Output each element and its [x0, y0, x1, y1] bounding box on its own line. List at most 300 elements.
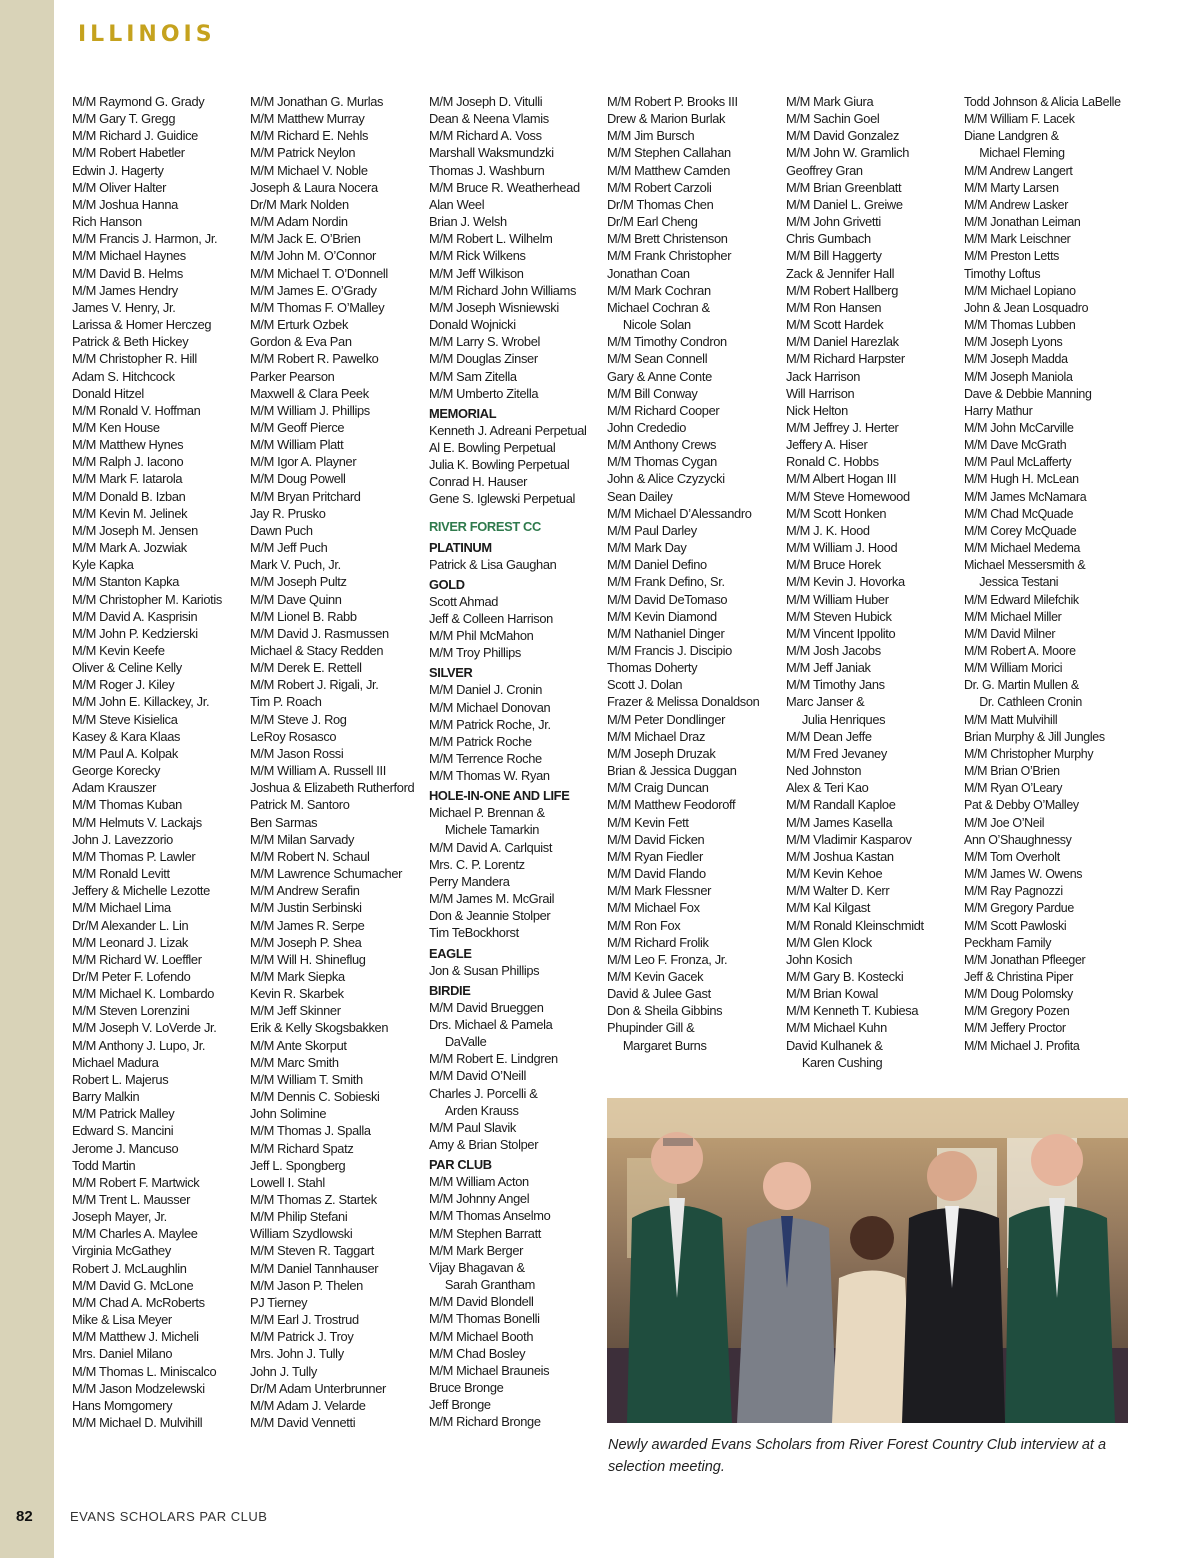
- donor-name: M/M Milan Sarvady: [250, 831, 355, 847]
- donor-name: M/M Ronald Kleinschmidt: [786, 917, 924, 933]
- donor-name: John & Jean Losquadro: [964, 299, 1089, 315]
- donor-name: M/M Craig Duncan: [607, 780, 709, 796]
- donor-name: M/M Kevin M. Jelinek: [72, 505, 188, 521]
- donor-name: M/M Thomas Lubben: [964, 317, 1076, 333]
- donor-name: M/M Richard Spatz: [250, 1140, 354, 1156]
- donor-name: M/M Jason P. Thelen: [250, 1277, 363, 1293]
- donor-name: Jeff L. Spongberg: [250, 1157, 346, 1173]
- donor-name: M/M Will H. Shineflug: [250, 951, 366, 967]
- donor-name: Adam S. Hitchcock: [72, 368, 175, 384]
- donor-name: M/M Steven Hubick: [786, 608, 892, 624]
- donor-name: M/M Christopher Murphy: [964, 745, 1094, 761]
- donor-name: M/M Mark Giura: [786, 94, 874, 109]
- donor-name: Jeffery & Michelle Lezotte: [72, 883, 210, 899]
- donor-name: M/M Randall Kaploe: [786, 797, 896, 813]
- donor-name: Jeff Bronge: [429, 1397, 491, 1413]
- donor-name: M/M Thomas J. Spalla: [250, 1123, 371, 1139]
- donor-name: John Solimine: [250, 1106, 327, 1122]
- donor-name: M/M Bill Conway: [607, 385, 698, 401]
- donor-name: M/M Thomas Kuban: [72, 797, 182, 813]
- donor-name: Conrad H. Hauser: [429, 474, 528, 490]
- donor-name: Michael Madura: [72, 1054, 159, 1070]
- donor-name: Ronald C. Hobbs: [786, 454, 879, 470]
- donor-name: M/M Paul Slavik: [429, 1119, 516, 1135]
- donor-name: John Kosich: [786, 951, 853, 967]
- donor-name: M/M Richard W. Loeffler: [72, 951, 202, 967]
- group-photo: [607, 1098, 1128, 1423]
- donor-name: Brian Murphy & Jill Jungles: [964, 728, 1105, 744]
- donor-name: David Kulhanek &: [786, 1037, 883, 1053]
- donor-name: M/M Steve Homewood: [786, 488, 910, 504]
- donor-name: Scott J. Dolan: [607, 677, 683, 693]
- donor-name: Jack Harrison: [786, 368, 861, 384]
- donor-name: M/M Larry S. Wrobel: [429, 334, 541, 350]
- donor-name: M/M Michael V. Noble: [250, 162, 368, 178]
- donor-name: Larissa & Homer Herczeg: [72, 317, 212, 333]
- donor-name: John Crededio: [607, 419, 687, 435]
- donor-name: M/M William A. Russell III: [250, 763, 386, 779]
- donor-name: M/M Leonard J. Lizak: [72, 934, 188, 950]
- donor-name: M/M Jeffery Proctor: [964, 1020, 1066, 1036]
- donor-name: M/M Walter D. Kerr: [786, 883, 890, 899]
- donor-name: M/M William Acton: [429, 1174, 529, 1190]
- donor-name: M/M Steven Lorenzini: [72, 1003, 190, 1019]
- donor-name: M/M Mark Day: [607, 540, 687, 556]
- donor-name: M/M David G. McLone: [72, 1277, 194, 1293]
- donor-name: M/M Michael Brauneis: [429, 1362, 550, 1378]
- donor-name: M/M Matt Mulvihill: [964, 711, 1058, 727]
- donor-name: M/M Gary T. Gregg: [72, 111, 176, 127]
- donor-name: M/M David Gonzalez: [786, 128, 900, 144]
- donor-name: M/M Thomas P. Lawler: [72, 848, 196, 864]
- donor-name: M/M David Vennetti: [250, 1415, 356, 1431]
- donor-name: M/M Terrence Roche: [429, 751, 542, 766]
- donor-name: M/M Christopher M. Kariotis: [72, 591, 222, 607]
- donor-name: M/M Christopher R. Hill: [72, 351, 197, 367]
- donor-name: M/M Michael Medema: [964, 540, 1081, 556]
- donor-name: M/M Joseph V. LoVerde Jr.: [72, 1020, 217, 1036]
- donor-name: M/M Tom Overholt: [964, 848, 1060, 864]
- donor-name: M/M Michael Haynes: [72, 248, 186, 264]
- donor-name: M/M Thomas Bonelli: [429, 1311, 540, 1327]
- donor-name: M/M Anthony J. Lupo, Jr.: [72, 1037, 206, 1053]
- donor-name: Amy & Brian Stolper: [429, 1136, 539, 1152]
- donor-name: Maxwell & Clara Peek: [250, 385, 369, 401]
- donor-name: M/M Fred Jevaney: [786, 745, 887, 761]
- donor-name: Jeff & Christina Piper: [964, 968, 1074, 984]
- donor-name: M/M Robert P. Brooks III: [607, 94, 738, 109]
- donor-column-6: [964, 93, 1134, 1054]
- left-margin-strip: [0, 0, 54, 1558]
- donor-name: M/M David Milner: [964, 625, 1056, 641]
- donor-name: Dr/M Peter F. Lofendo: [72, 968, 191, 984]
- donor-name: M/M Umberto Zitella: [429, 385, 539, 401]
- donor-name: Jeff & Colleen Harrison: [429, 610, 553, 626]
- donor-name: Dean & Neena Vlamis: [429, 111, 549, 127]
- photo-caption: Newly awarded Evans Scholars from River Forest Country Club interview at a selection meeting.: [608, 1437, 1107, 1475]
- donor-name: M/M Oliver Halter: [72, 179, 167, 195]
- donor-name: M/M Mark Siepka: [250, 968, 345, 984]
- donor-name: Patrick M. Santoro: [250, 797, 350, 813]
- donor-name-continued: Sarah Grantham: [444, 1277, 536, 1293]
- donor-name: Jay R. Prusko: [250, 505, 326, 521]
- donor-name: Donald Wojnicki: [429, 317, 516, 333]
- donor-name: Brian J. Welsh: [429, 214, 507, 230]
- donor-name: M/M Peter Dondlinger: [607, 711, 726, 727]
- donor-name: M/M Scott Honken: [786, 505, 887, 521]
- donor-name: Oliver & Celine Kelly: [72, 660, 182, 676]
- donor-name: Rich Hanson: [72, 214, 142, 230]
- donor-name: Donald Hitzel: [72, 385, 144, 401]
- donor-name: Dave & Debbie Manning: [964, 385, 1092, 401]
- donor-name: M/M William Morici: [964, 660, 1063, 676]
- donor-name: M/M Adam Nordin: [250, 214, 348, 230]
- donor-name: M/M Vladimir Kasparov: [786, 831, 912, 847]
- donor-name: M/M Jeff Skinner: [250, 1003, 341, 1019]
- donor-name: Timothy Loftus: [964, 265, 1041, 281]
- donor-name: M/M Dennis C. Sobieski: [250, 1089, 380, 1105]
- donor-name: M/M Jeff Wilkison: [429, 265, 524, 281]
- donor-name: Frazer & Melissa Donaldson: [607, 694, 760, 710]
- donor-name: Geoffrey Gran: [786, 162, 863, 178]
- donor-name: M/M Paul McLafferty: [964, 454, 1072, 470]
- donor-name: M/M Ron Fox: [607, 917, 681, 933]
- donor-name: M/M Patrick Neylon: [250, 145, 356, 161]
- donor-name: Harry Mathur: [964, 402, 1033, 418]
- donor-name: Drew & Marion Burlak: [607, 111, 726, 127]
- donor-name: M/M Frank Defino, Sr.: [607, 574, 725, 590]
- donor-name: M/M Frank Christopher: [607, 248, 732, 264]
- donor-name: Alan Weel: [429, 196, 485, 212]
- donor-name: M/M Roger J. Kiley: [72, 677, 175, 693]
- donor-name: M/M Phil McMahon: [429, 628, 534, 644]
- donor-name: M/M William J. Hood: [786, 540, 898, 556]
- donor-name: M/M Robert R. Pawelko: [250, 351, 379, 367]
- donor-name: M/M Ante Skorput: [250, 1037, 347, 1053]
- donor-name: Mrs. Daniel Milano: [72, 1346, 173, 1362]
- donor-name: Sean Dailey: [607, 488, 673, 504]
- donor-name: Ben Sarmas: [250, 814, 318, 830]
- donor-name: M/M Michael D. Mulvihill: [72, 1415, 203, 1431]
- donor-name: M/M Michael K. Lombardo: [72, 986, 215, 1002]
- donor-name: M/M Matthew J. Micheli: [72, 1329, 199, 1345]
- donor-name: M/M William T. Smith: [250, 1071, 363, 1087]
- donor-name: Kenneth J. Adreani Perpetual: [429, 422, 587, 438]
- donor-name: M/M Trent L. Mausser: [72, 1192, 191, 1207]
- donor-name-continued: Julia Henriques: [801, 711, 886, 727]
- donor-name: M/M Brian Greenblatt: [786, 179, 902, 195]
- donor-name: M/M John Grivetti: [786, 214, 881, 230]
- donor-name: M/M James E. O’Grady: [250, 282, 377, 298]
- donor-name: M/M Doug Polomsky: [964, 986, 1073, 1002]
- donor-name: M/M Kevin Keefe: [72, 643, 165, 658]
- donor-name: M/M Dean Jeffe: [786, 728, 872, 744]
- donor-name-continued: Nicole Solan: [622, 317, 691, 333]
- donor-name: M/M Helmuts V. Lackajs: [72, 814, 202, 830]
- donor-name: Michael P. Brennan &: [429, 805, 545, 821]
- donor-name: Michael Cochran &: [607, 299, 710, 315]
- donor-name: M/M Kevin Gacek: [607, 968, 704, 984]
- donor-name: M/M Joseph Madda: [964, 351, 1068, 367]
- donor-name: M/M Patrick Roche, Jr.: [429, 716, 551, 732]
- donor-name: M/M Joseph Maniola: [964, 368, 1073, 384]
- donor-name: M/M Robert F. Martwick: [72, 1174, 200, 1190]
- donor-name: M/M Ronald Levitt: [72, 866, 170, 882]
- donor-name: Virginia McGathey: [72, 1243, 171, 1259]
- donor-column-2: [250, 93, 426, 1431]
- donor-name: M/M Marty Larsen: [964, 179, 1059, 195]
- donor-name: M/M James R. Serpe: [250, 917, 365, 933]
- donor-name: Kasey & Kara Klaas: [72, 728, 181, 744]
- donor-name: M/M Stanton Kapka: [72, 574, 180, 590]
- donor-name: M/M Philip Stefani: [250, 1209, 348, 1225]
- donor-name: M/M Timothy Jans: [786, 677, 885, 693]
- section-heading: PAR CLUB: [429, 1157, 492, 1173]
- section-heading: GOLD: [429, 576, 465, 592]
- donor-name: Dr/M Mark Nolden: [250, 196, 349, 212]
- donor-name: Mark V. Puch, Jr.: [250, 557, 341, 573]
- donor-name: Joseph Mayer, Jr.: [72, 1209, 167, 1225]
- donor-name: Todd Martin: [72, 1157, 136, 1173]
- donor-name: M/M Richard John Williams: [429, 282, 577, 298]
- donor-name: Jerome J. Mancuso: [72, 1140, 179, 1156]
- donor-name: M/M Robert J. Rigali, Jr.: [250, 677, 379, 693]
- donor-name: M/M Jason Rossi: [250, 745, 344, 761]
- donor-name: M/M Patrick J. Troy: [250, 1329, 354, 1345]
- donor-name: M/M Mark Cochran: [607, 282, 711, 298]
- donor-name: M/M Rick Wilkens: [429, 248, 526, 264]
- section-heading: MEMORIAL: [429, 405, 497, 421]
- donor-name: M/M John W. Gramlich: [786, 145, 910, 161]
- donor-name: M/M Chad Bosley: [429, 1345, 526, 1361]
- donor-name: M/M Francis J. Harmon, Jr.: [72, 231, 218, 247]
- donor-name: M/M James M. McGrail: [429, 891, 555, 907]
- donor-name: M/M Scott Hardek: [786, 317, 884, 333]
- donor-name: Gary & Anne Conte: [607, 368, 712, 384]
- donor-name: M/M Matthew Murray: [250, 111, 365, 127]
- donor-name-continued: Arden Krauss: [444, 1102, 519, 1118]
- donor-name: Ann O’Shaughnessy: [964, 831, 1072, 847]
- donor-name: M/M Michael Fox: [607, 900, 700, 916]
- donor-name: Dr. G. Martin Mullen &: [964, 677, 1079, 693]
- donor-name: M/M Ryan Fiedler: [607, 848, 703, 864]
- donor-name: M/M Joseph Wisniewski: [429, 299, 559, 315]
- donor-name: Phupinder Gill &: [607, 1020, 695, 1036]
- donor-name: M/M Joshua Hanna: [72, 196, 178, 212]
- donor-name: M/M Thomas Z. Startek: [250, 1192, 377, 1207]
- donor-name: M/M Jonathan Pfleeger: [964, 951, 1086, 967]
- donor-name: M/M Mark A. Jozwiak: [72, 540, 187, 556]
- donor-name: Hans Momgomery: [72, 1397, 173, 1413]
- donor-name: M/M Steven R. Taggart: [250, 1243, 374, 1259]
- donor-name: Marc Janser &: [786, 694, 865, 710]
- donor-name: M/M Scott Pawloski: [964, 917, 1067, 933]
- donor-name: Michael Messersmith &: [964, 557, 1086, 573]
- donor-name: M/M Ray Pagnozzi: [964, 883, 1063, 899]
- donor-name: Robert L. Majerus: [72, 1071, 169, 1087]
- donor-name: M/M John McCarville: [964, 419, 1074, 435]
- donor-name: Brian & Jessica Duggan: [607, 763, 737, 779]
- donor-name: Gene S. Iglewski Perpetual: [429, 491, 576, 507]
- donor-name: M/M Kevin J. Hovorka: [786, 574, 905, 590]
- donor-name: John J. Lavezzorio: [72, 831, 173, 847]
- donor-name: Marshall Waksmundzki: [429, 145, 554, 161]
- donor-name: M/M Kenneth T. Kubiesa: [786, 1003, 919, 1019]
- donor-name: Alex & Teri Kao: [786, 780, 869, 796]
- donor-name: George Korecky: [72, 763, 161, 779]
- donor-name: John & Alice Czyzycki: [607, 471, 725, 487]
- donor-name: M/M Glen Klock: [786, 934, 872, 950]
- donor-name: M/M Joshua Kastan: [786, 848, 894, 864]
- donor-name: M/M Leo F. Fronza, Jr.: [607, 951, 728, 967]
- donor-name: Robert J. McLaughlin: [72, 1260, 187, 1276]
- donor-name: M/M Robert L. Wilhelm: [429, 231, 553, 247]
- donor-name: M/M David Brueggen: [429, 999, 544, 1015]
- donor-name: Tim P. Roach: [250, 694, 322, 710]
- donor-name: M/M Derek E. Rettell: [250, 660, 362, 676]
- donor-name: Perry Mandera: [429, 873, 510, 889]
- section-heading: BIRDIE: [429, 982, 471, 998]
- donor-name: Thomas J. Washburn: [429, 162, 545, 178]
- donor-name: M/M Matthew Hynes: [72, 437, 184, 453]
- donor-name: M/M Joseph Pultz: [250, 574, 347, 590]
- donor-name: Dr/M Alexander L. Lin: [72, 917, 189, 933]
- donor-name: M/M Steve Kisielica: [72, 711, 178, 727]
- donor-name: M/M David Flando: [607, 866, 706, 882]
- donor-name: M/M Igor A. Playner: [250, 454, 357, 470]
- donor-name: M/M Jim Bursch: [607, 128, 695, 144]
- donor-name: M/M Gary B. Kostecki: [786, 968, 904, 984]
- donor-name: David & Julee Gast: [607, 986, 711, 1002]
- donor-name: M/M Robert N. Schaul: [250, 848, 370, 864]
- donor-name: M/M Hugh H. McLean: [964, 471, 1079, 487]
- donor-name: M/M Preston Letts: [964, 248, 1060, 264]
- donor-name: M/M William Platt: [250, 437, 344, 453]
- donor-name: M/M James Hendry: [72, 282, 178, 298]
- donor-name: M/M Albert Hogan III: [786, 471, 897, 487]
- donor-name: M/M Chad A. McRoberts: [72, 1294, 205, 1310]
- donor-name: M/M Raymond G. Grady: [72, 94, 205, 109]
- donor-name: M/M Daniel L. Greiwe: [786, 196, 903, 212]
- donor-name: M/M Robert E. Lindgren: [429, 1051, 558, 1067]
- donor-name: M/M Michael Miller: [964, 608, 1062, 624]
- donor-name: M/M Mark Berger: [429, 1242, 524, 1258]
- donor-name: Pat & Debby O’Malley: [964, 797, 1079, 813]
- donor-name-continued: Jessica Testani: [979, 574, 1059, 590]
- donor-name: M/M Michael J. Profita: [964, 1037, 1080, 1053]
- donor-name: Kyle Kapka: [72, 557, 134, 573]
- donor-name: Jonathan Coan: [607, 265, 690, 281]
- donor-name: M/M Joseph Druzak: [607, 745, 716, 761]
- donor-name: M/M Thomas Anselmo: [429, 1208, 551, 1224]
- donor-name: M/M Richard Cooper: [607, 402, 720, 418]
- donor-name: M/M James Kasella: [786, 814, 893, 830]
- donor-name-continued: Margaret Burns: [622, 1037, 707, 1053]
- donor-name: M/M Joseph Lyons: [964, 334, 1063, 350]
- donor-name: Patrick & Lisa Gaughan: [429, 556, 557, 572]
- donor-name: M/M Jeff Puch: [250, 540, 328, 556]
- donor-name: M/M Daniel Defino: [607, 557, 707, 573]
- donor-name: M/M Douglas Zinser: [429, 351, 538, 367]
- donor-name: M/M James W. Owens: [964, 866, 1083, 882]
- donor-name: M/M Andrew Lasker: [964, 196, 1069, 212]
- group-photo-illustration: [607, 1098, 1128, 1423]
- donor-name: M/M Richard J. Guidice: [72, 128, 198, 144]
- donor-name: M/M Chad McQuade: [964, 505, 1074, 521]
- donor-name: M/M Jason Modzelewski: [72, 1380, 205, 1396]
- donor-name: M/M Edward Milefchik: [964, 591, 1079, 607]
- donor-name: M/M Sean Connell: [607, 351, 708, 367]
- donor-name: M/M William F. Lacek: [964, 111, 1075, 127]
- donor-name-continued: DaValle: [444, 1034, 487, 1050]
- donor-name: M/M Robert Hallberg: [786, 282, 899, 298]
- donor-name: M/M Paul A. Kolpak: [72, 745, 178, 761]
- donor-name: M/M Michael Draz: [607, 728, 706, 744]
- donor-name: M/M David DeTomaso: [607, 591, 728, 607]
- donor-name: M/M Michael Lopiano: [964, 282, 1076, 298]
- donor-name: M/M John M. O’Connor: [250, 248, 376, 264]
- donor-name: M/M Gregory Pardue: [964, 900, 1074, 916]
- donor-name: M/M Kevin Kehoe: [786, 866, 883, 882]
- donor-name: M/M Donald B. Izban: [72, 488, 186, 504]
- section-heading: EAGLE: [429, 945, 472, 961]
- donor-name: M/M Ralph J. Iacono: [72, 454, 184, 470]
- donor-name: M/M Joseph M. Jensen: [72, 522, 198, 538]
- donor-name: M/M Bruce Horek: [786, 557, 881, 573]
- donor-name: M/M Justin Serbinski: [250, 900, 362, 916]
- donor-name: M/M Ron Hansen: [786, 299, 882, 315]
- donor-name: M/M Richard Bronge: [429, 1414, 541, 1430]
- donor-name: M/M Mark F. Iatarola: [72, 471, 183, 487]
- section-heading: PLATINUM: [429, 539, 492, 555]
- donor-name: Jeffery A. Hiser: [786, 437, 868, 453]
- donor-name: M/M Mark Leischner: [964, 231, 1071, 247]
- donor-name: M/M Matthew Feodoroff: [607, 797, 736, 813]
- donor-name: Mrs. C. P. Lorentz: [429, 856, 525, 872]
- donor-name: M/M Joseph P. Shea: [250, 934, 362, 950]
- donor-name: M/M Dave Quinn: [250, 591, 342, 607]
- donor-name: M/M Doug Powell: [250, 471, 346, 487]
- donor-name: M/M Stephen Callahan: [607, 145, 731, 161]
- donor-name: Joshua & Elizabeth Rutherford: [250, 780, 415, 796]
- donor-name: Peckham Family: [964, 934, 1052, 950]
- donor-name: Ned Johnston: [786, 763, 862, 779]
- donor-name: M/M Andrew Serafin: [250, 883, 360, 899]
- donor-name: M/M Jonathan Leiman: [964, 214, 1081, 230]
- donor-name: M/M Sam Zitella: [429, 368, 517, 384]
- donor-name: M/M Robert Carzoli: [607, 179, 712, 195]
- donor-name: John J. Tully: [250, 1363, 317, 1379]
- donor-name: M/M Vincent Ippolito: [786, 625, 896, 641]
- donor-name: M/M Patrick Malley: [72, 1106, 175, 1122]
- donor-name: Don & Jeannie Stolper: [429, 908, 551, 924]
- donor-name: Barry Malkin: [72, 1089, 140, 1105]
- donor-name: M/M Richard A. Voss: [429, 128, 542, 144]
- donor-name: M/M William Huber: [786, 591, 889, 607]
- donor-name: Don & Sheila Gibbins: [607, 1003, 723, 1019]
- donor-name: M/M Timothy Condron: [607, 334, 727, 350]
- donor-name: Adam Krauszer: [72, 780, 157, 796]
- donor-name: M/M Brian O’Brien: [964, 763, 1060, 779]
- donor-name: M/M Thomas Cygan: [607, 454, 717, 470]
- donor-name: Dawn Puch: [250, 522, 313, 538]
- donor-name: M/M David A. Carlquist: [429, 839, 553, 855]
- donor-name: M/M Troy Phillips: [429, 645, 521, 661]
- donor-name: Edward S. Mancini: [72, 1123, 174, 1139]
- donor-name: Edwin J. Hagerty: [72, 162, 164, 178]
- donor-name: M/M Kevin Diamond: [607, 608, 717, 624]
- donor-name: Thomas Doherty: [607, 660, 698, 676]
